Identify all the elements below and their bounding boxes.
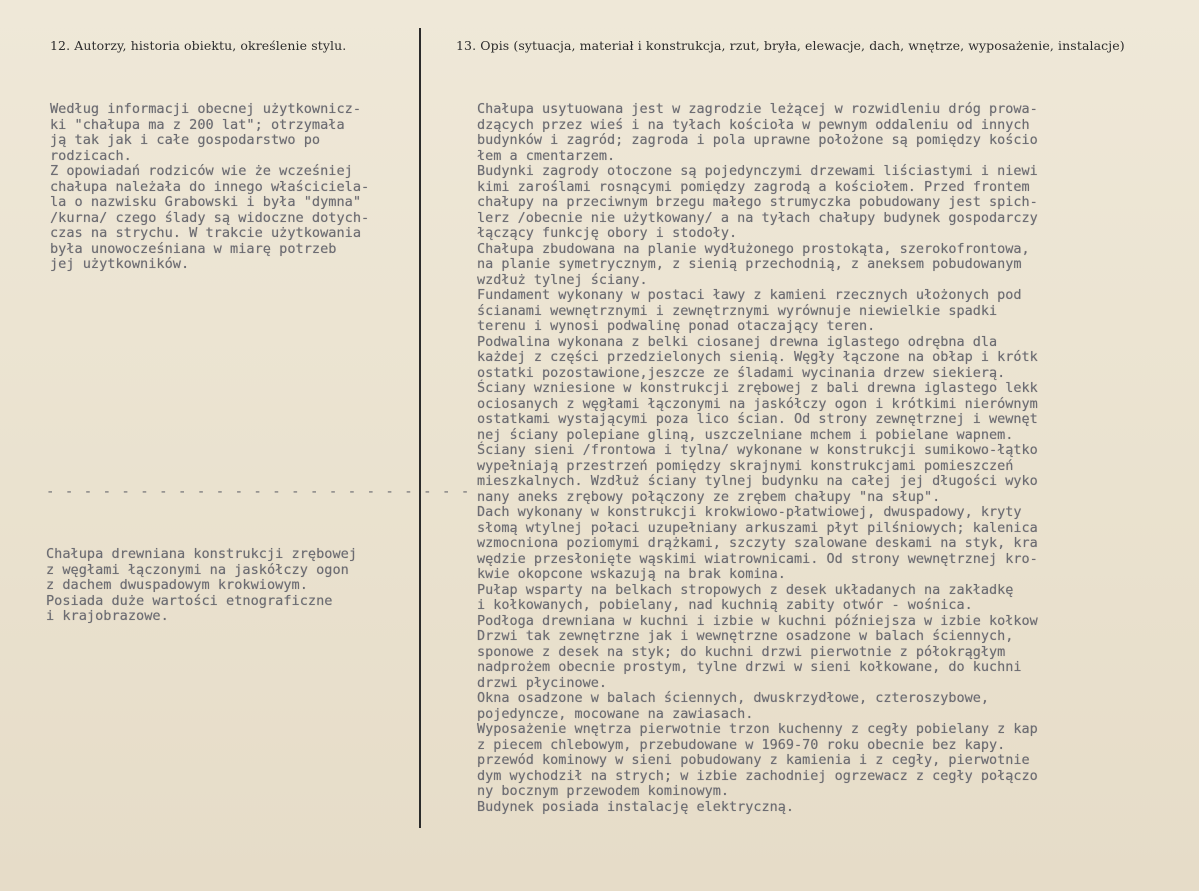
text-line: ki "chałupa ma z 200 lat"; otrzymała <box>50 116 345 133</box>
text-line: Budynek posiada instalację elektryczną. <box>477 798 794 815</box>
text-line: Podwalina wykonana z belki ciosanej drewna iglastego odrębna dla <box>477 333 998 350</box>
text-line: mieszkalnych. Wzdłuż ściany tylnej budynku na całej jej długości wyko <box>477 473 1038 489</box>
history-text-block <box>50 102 369 273</box>
text-line: Dach wykonany w konstrukcji krokwiowo-płatwiowej, dwuspadowy, kryty <box>477 504 1022 520</box>
text-line: ścianami wewnętrznymi i zewnętrznymi wyrównuje niewielkie spadki <box>477 302 998 319</box>
text-line: z węgłami łączonymi na jaskółczy ogon <box>46 561 349 578</box>
text-line: jej użytkowników. <box>50 256 190 272</box>
text-line: dym wychodził na strych; w izbie zachodniej ogrzewacz z cegły połączo <box>477 767 1038 784</box>
text-line: wzdłuż tylnej ściany. <box>477 271 648 288</box>
section-header-13: 13. Opis (sytuacja, materiał i konstrukcja, rzut, bryła, elewacje, dach, wnętrze, wyposażenie, instalacje) <box>456 38 1125 53</box>
style-text-block <box>46 547 357 625</box>
text-line: Według informacji obecnej użytkownicz- <box>50 101 361 117</box>
text-line: ostatki pozostawione,jeszcze ze śladami wycinania drzew siekierą. <box>477 364 1006 381</box>
text-line: Posiada duże wartości etnograficzne <box>46 592 333 609</box>
text-line: i kołkowanych, pobielany, nad kuchnią zabity otwór - wośnica. <box>477 597 973 613</box>
text-line: kwie okopcone wskazują na brak komina. <box>477 566 786 582</box>
text-line: Fundament wykonany w postaci ławy z kamieni rzecznych ułożonych pod <box>477 287 1022 303</box>
section-header-12: 12. Autorzy, historia obiektu, określenie stylu. <box>50 38 347 53</box>
text-line: Podłoga drewniana w kuchni i izbie w kuchni późniejsza w izbie kołkow <box>477 612 1038 629</box>
text-line: rodzicach. <box>50 147 132 164</box>
text-line: Z opowiadań rodziców wie że wcześniej <box>50 163 353 179</box>
column-divider <box>419 28 421 828</box>
text-line: nadprożem obecnie prostym, tylne drzwi w sieni kołkowane, do kuchni <box>477 659 1022 675</box>
text-line: łączący funkcję obory i stodoły. <box>477 225 738 241</box>
text-line: Chałupa usytuowana jest w zagrodzie leżącej w rozwidleniu dróg prowa- <box>477 101 1038 117</box>
text-line: Chałupa drewniana konstrukcji zrębowej <box>46 546 357 562</box>
text-line: wypełniają przestrzeń pomiędzy skrajnymi konstrukcjami pomieszczeń <box>477 457 1014 474</box>
text-line: budynków i zagród; zagroda i pola uprawne położone są pomiędzy kościo <box>477 132 1038 148</box>
text-line: słomą wtylnej połaci uzupełniany arkuszami płyt pilśniowych; kalenica <box>477 519 1038 536</box>
text-line: ją tak jak i całe gospodarstwo po <box>50 132 321 148</box>
text-line: i krajobrazowe. <box>46 608 169 624</box>
text-line: chałupy na przeciwnym brzegu małego strumyczka pobudowany jest spich- <box>477 194 1038 210</box>
text-line: Wyposażenie wnętrza pierwotnie trzon kuchenny z cegły pobielany z kap <box>477 721 1038 737</box>
text-line: przewód kominowy w sieni pobudowany z kamienia i z cegły, pierwotnie <box>477 752 1030 768</box>
text-line: wędzie przesłonięte wąskimi wiatrownicami. Od strony wewnętrznej kro- <box>477 550 1038 567</box>
text-line: Okna osadzone w balach ściennych, dwuskrzydłowe, czteroszybowe, <box>477 690 990 706</box>
text-line: nej ściany polepiane gliną, uszczelniane mchem i pobielane wapnem. <box>477 426 1014 443</box>
text-line: pojedyncze, mocowane na zawiasach. <box>477 705 754 722</box>
text-line: sponowe z desek na styk; do kuchni drzwi pierwotnie z półokrągłym <box>477 643 1006 660</box>
text-line: na planie symetrycznym, z sienią przechodnią, z aneksem pobudowanym <box>477 256 1022 272</box>
text-line: czas na strychu. W trakcie użytkowania <box>50 225 361 241</box>
text-line: ostatkami wystającymi poza lico ścian. Od strony zewnętrznej i wewnęt <box>477 411 1038 427</box>
text-line: lerz /obecnie nie użytkowany/ a na tyłach chałupy budynek gospodarczy <box>477 209 1038 226</box>
text-line: dzących przez wieś i na tyłach kościoła w pewnym oddaleniu od innych <box>477 116 1030 133</box>
text-line: ny bocznym przewodem kominowym. <box>477 783 729 799</box>
text-line: łem a cmentarzem. <box>477 147 616 164</box>
text-line: drzwi płycinowe. <box>477 674 608 691</box>
text-line: chałupa należała do innego właściciela- <box>50 178 370 195</box>
text-line: z piecem chlebowym, przebudowane w 1969-70 roku obecnie bez kapy. <box>477 736 1006 753</box>
text-line: terenu i wynosi podwalinę ponad otaczający teren. <box>477 318 876 334</box>
text-line: la o nazwisku Grabowski i była "dymna" <box>50 194 361 210</box>
text-line: ociosanych z węgłami łączonymi na jaskółczy ogon i krótkimi nierównym <box>477 395 1038 412</box>
text-line: każdej z części przedzielonych sienią. Węgły łączone na obłap i krótk <box>477 349 1038 365</box>
dashed-separator: - - - - - - - - - - - - - - - - - - - - - - - <box>46 484 471 500</box>
text-line: Chałupa zbudowana na planie wydłużonego prostokąta, szerokofrontowa, <box>477 240 1030 257</box>
text-line: Budynki zagrody otoczone są pojedynczymi drzewami liściastymi i niewi <box>477 163 1038 179</box>
text-line: Pułap wsparty na belkach stropowych z desek układanych na zakładkę <box>477 581 1014 598</box>
text-line: Drzwi tak zewnętrzne jak i wewnętrzne osadzone w balach ściennych, <box>477 628 1014 644</box>
text-line: była unowocześniana w miarę potrzeb <box>50 240 337 257</box>
text-line: /kurna/ czego ślady są widoczne dotych- <box>50 209 370 226</box>
description-text-block <box>477 102 1038 815</box>
text-line: nany aneks zrębowy połączony ze zrębem chałupy "na słup". <box>477 488 941 505</box>
text-line: z dachem dwuspadowym krokwiowym. <box>46 577 308 593</box>
text-line: Ściany sieni /frontowa i tylna/ wykonane w konstrukcji sumikowo-łątko <box>477 442 1038 458</box>
text-line: Ściany wzniesione w konstrukcji zrębowej z bali drewna iglastego lekk <box>477 380 1038 396</box>
text-line: wzmocniona poziomymi drążkami, szczyty szalowane deskami na styk, kra <box>477 535 1038 551</box>
text-line: kimi zaroślami rosnącymi pomiędzy zagrodą a kościołem. Przed frontem <box>477 178 1030 195</box>
